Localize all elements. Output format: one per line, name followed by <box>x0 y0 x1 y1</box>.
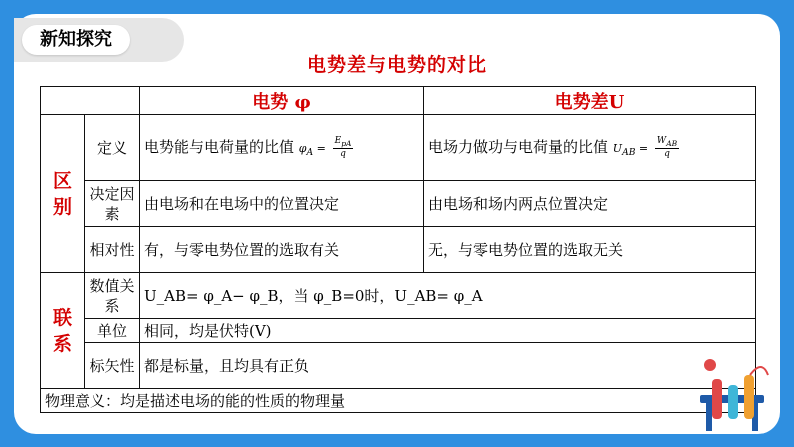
table-cell: 相同，均是伏特(V) <box>140 319 756 343</box>
table-cell: 由电场和场内两点位置决定 <box>424 181 756 227</box>
table-cell: 由电场和在电场中的位置决定 <box>140 181 424 227</box>
formula-fraction-ep-q: $\frac{E_{pA}}{q}$ <box>334 136 352 160</box>
group-label-link <box>41 273 85 389</box>
table-cell: 无，与零电势位置的选取无关 <box>424 227 756 273</box>
table-row <box>41 319 756 343</box>
formula-u-ab: $U_{AB}$ = <box>612 141 649 158</box>
table-cell: 都是标量，且均具有正负 <box>140 343 756 389</box>
table-cell <box>140 115 424 181</box>
col-header-potential: 电势 φ <box>140 87 424 115</box>
section-label: 新知探究 <box>22 25 130 55</box>
row-label: 定义 <box>85 115 140 181</box>
row-label: 决定因素 <box>85 181 140 227</box>
table-row <box>41 227 756 273</box>
empty-corner-cell <box>41 87 140 115</box>
formula-fraction-w-q: $\frac{W_{AB}}{q}$ <box>656 136 678 160</box>
lab-equipment-icon <box>692 355 772 435</box>
table-row <box>41 181 756 227</box>
slide-title: 电势差与电势的对比 <box>306 54 487 76</box>
row-label: 数值关系 <box>85 273 140 319</box>
formula-phi-a: $\varphi_A$ = <box>298 141 326 158</box>
table-row <box>41 273 756 319</box>
row-label: 单位 <box>85 319 140 343</box>
row-label: 标矢性 <box>85 343 140 389</box>
group-diff-text: 区别 <box>52 169 72 218</box>
table-cell: U_AB= φ_A− φ_B，当 φ_B=0时，U_AB= φ_A <box>140 273 756 319</box>
row-label: 相对性 <box>85 227 140 273</box>
table-row <box>41 115 756 181</box>
table-cell: 有，与零电势位置的选取有关 <box>140 227 424 273</box>
table-header-row <box>41 87 756 115</box>
table-row <box>41 389 756 413</box>
group-link-text: 联系 <box>52 306 72 355</box>
definition-text-potential-difference: 电场力做功与电荷量的比值 <box>428 137 609 156</box>
table-cell <box>424 115 756 181</box>
table-row <box>41 343 756 389</box>
definition-text-potential: 电势能与电荷量的比值 <box>144 137 295 156</box>
col-header-potential-difference: 电势差U <box>424 87 756 115</box>
group-label-diff <box>41 115 85 273</box>
comparison-table <box>40 86 756 413</box>
footer-cell: 物理意义：均是描述电场的能的性质的物理量 <box>41 389 756 413</box>
